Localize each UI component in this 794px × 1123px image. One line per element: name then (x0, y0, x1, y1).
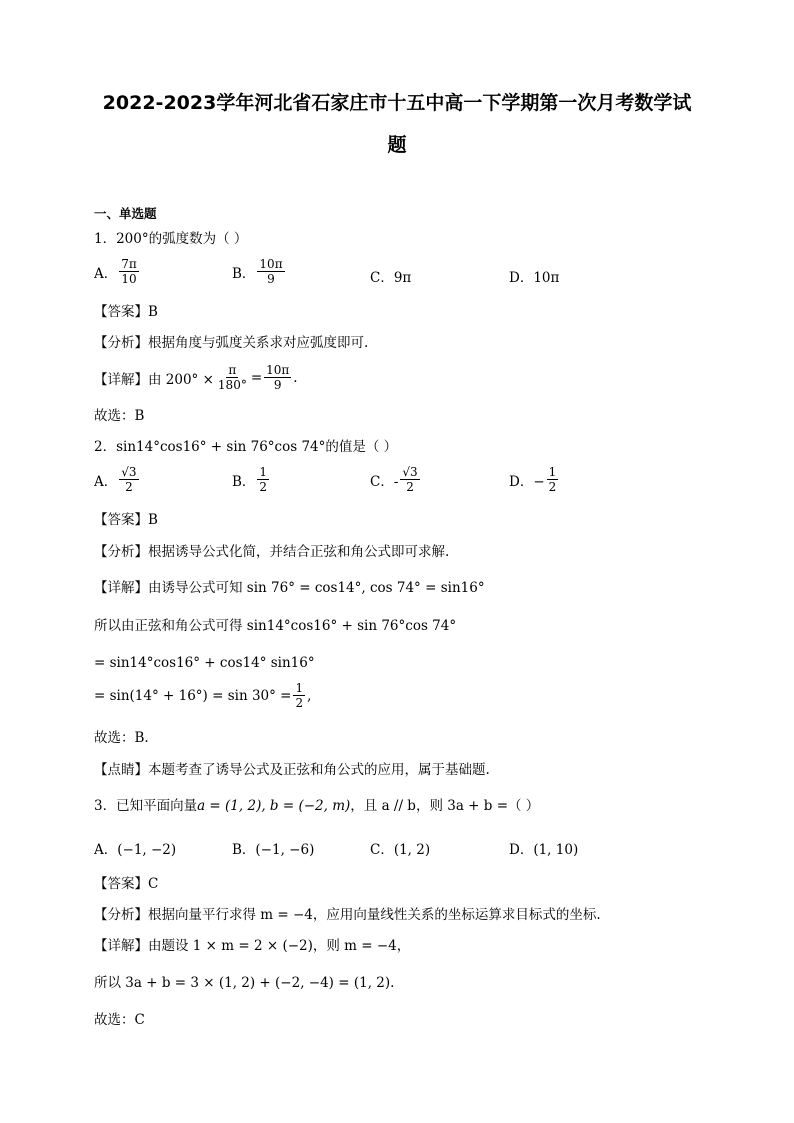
q3-analysis (94, 906, 601, 924)
q2-stem: 2．sin14°cos16° + sin 76°cos 74°的值是（ ） (94, 439, 398, 455)
fraction (400, 465, 419, 494)
q2-choose: 故选：B. (94, 730, 149, 746)
detail-text: = sin(14° + 16°) = sin 30° = (94, 687, 292, 704)
analysis-text: 根据诱导公式化简，并结合正弦和角公式即可求解. (148, 544, 450, 560)
comment-text: 本题考查了诱导公式及正弦和角公式的应用，属于基础题. (148, 762, 490, 778)
detail-tag: 【详解】 (94, 938, 148, 954)
q3-choose: 故选：C (94, 1012, 145, 1028)
q2-detail-line4 (94, 681, 311, 710)
vector-definition: a = (1, 2), b = (−2, m) (197, 798, 351, 814)
q3-option-c: C．(1, 2) (370, 842, 431, 858)
detail-text: 由 200° × (148, 371, 214, 388)
q2-option-a (94, 465, 141, 494)
fraction (257, 465, 269, 494)
answer-tag: 【答案】 (94, 512, 148, 528)
analysis-tag: 【分析】 (94, 907, 148, 923)
q3-option-d: D．(1, 10) (509, 842, 579, 858)
answer-tag: 【答案】 (94, 304, 148, 320)
detail-tag: 【详解】 (94, 580, 148, 596)
denominator: 10 (121, 272, 137, 286)
stem-text-end: ，且 a // b，则 3a + b =（ ） (350, 798, 540, 814)
q1-analysis (94, 334, 368, 352)
numerator: 1 (548, 465, 557, 479)
option-label: C．- (370, 473, 399, 490)
q2-detail-line2: 所以由正弦和角公式可得 sin14°cos16° + sin 76°cos 74° (94, 618, 457, 634)
denominator: 9 (267, 272, 275, 286)
analysis-tag: 【分析】 (94, 544, 148, 560)
q1-stem: 1．200°的弧度数为（ ） (94, 231, 248, 247)
numerator: 10π (259, 257, 283, 271)
q1-choose: 故选：B (94, 408, 145, 424)
q3-option-b: B．(−1, −6) (232, 842, 315, 858)
q3-answer (94, 875, 158, 893)
denominator: 2 (125, 480, 133, 494)
analysis-text: 根据向量平行求得 m = −4，应用向量线性关系的坐标运算求目标式的坐标. (148, 907, 601, 923)
denominator: 2 (295, 696, 304, 710)
q2-detail (94, 579, 485, 597)
denominator: 2 (406, 480, 414, 494)
q2-option-d (509, 465, 560, 494)
detail-tag: 【详解】 (94, 371, 148, 388)
detail-end: , (307, 687, 312, 704)
denominator: 9 (273, 378, 282, 392)
detail-text: 由题设 1 × m = 2 × (−2)，则 m = −4， (148, 938, 411, 954)
q2-option-c (370, 465, 422, 494)
option-label: A． (94, 265, 118, 282)
fraction (264, 363, 291, 392)
numerator: 7π (121, 257, 137, 271)
q3-detail (94, 937, 410, 955)
analysis-tag: 【分析】 (94, 335, 148, 351)
answer-value: B (148, 304, 158, 320)
q3-stem (94, 797, 539, 815)
fraction (293, 681, 305, 710)
q1-option-c: C．9π (370, 270, 412, 286)
stem-text: 3．已知平面向量 (94, 798, 198, 814)
option-label: B． (232, 473, 256, 490)
option-label: B． (232, 265, 256, 282)
q2-analysis (94, 543, 449, 561)
fraction (119, 465, 138, 494)
answer-tag: 【答案】 (94, 876, 148, 892)
fraction (547, 465, 559, 494)
fraction (216, 363, 249, 392)
document-title-line1: 2022-2023学年河北省石家庄市十五中高一下学期第一次月考数学试 (102, 92, 692, 114)
numerator: 10π (266, 363, 290, 377)
numerator: 1 (295, 681, 304, 695)
section-heading: 一、单选题 (94, 206, 157, 221)
equals-sign: = (250, 369, 263, 386)
document-title-line2: 题 (387, 134, 407, 156)
analysis-text: 根据角度与弧度关系求对应弧度即可. (148, 335, 369, 351)
q2-option-b (232, 465, 271, 494)
numerator: √3 (402, 465, 418, 479)
fraction (257, 257, 284, 286)
q1-option-d: D．10π (509, 270, 560, 286)
comment-tag: 【点睛】 (94, 762, 148, 778)
detail-end: . (293, 369, 298, 386)
q1-detail (94, 363, 298, 392)
numerator: √3 (121, 465, 137, 479)
answer-value: C (148, 876, 159, 892)
q2-detail-line3: = sin14°cos16° + cos14° sin16° (94, 655, 315, 671)
q1-option-b (232, 257, 287, 286)
q3-option-a: A．(−1, −2) (94, 842, 177, 858)
denominator: 2 (548, 480, 557, 494)
denominator: 2 (259, 480, 268, 494)
denominator: 180° (217, 378, 247, 392)
q2-answer (94, 511, 158, 529)
option-label: D．− (509, 473, 545, 490)
q3-detail-line2: 所以 3a + b = 3 × (1, 2) + (−2, −4) = (1, 2). (94, 975, 395, 991)
numerator: 1 (259, 465, 268, 479)
answer-value: B (148, 512, 158, 528)
fraction (119, 257, 139, 286)
detail-text: 由诱导公式可知 sin 76° = cos14°, cos 74° = sin16° (148, 580, 485, 596)
option-label: A． (94, 473, 118, 490)
q1-option-a (94, 257, 141, 286)
q1-answer (94, 303, 158, 321)
numerator: π (228, 363, 237, 377)
q2-comment (94, 761, 490, 779)
